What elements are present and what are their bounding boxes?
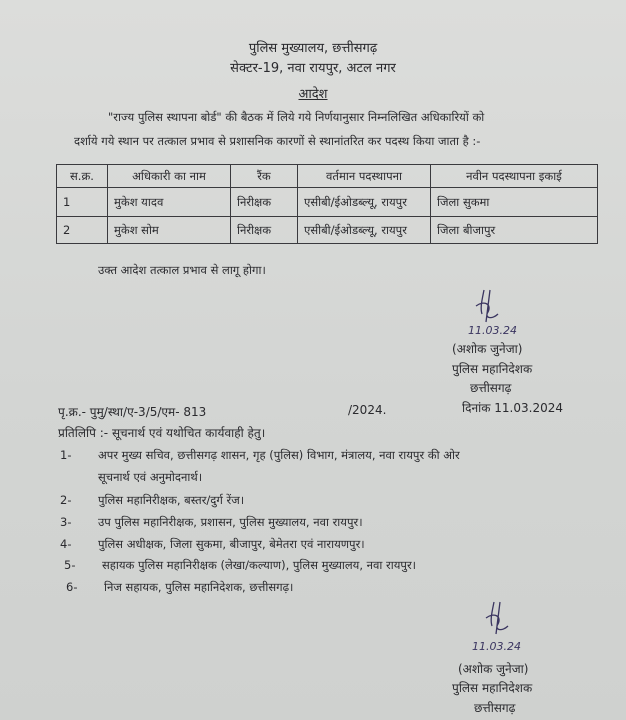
recipient-line: पुलिस महानिरीक्षक, बस्तर/दुर्ग रेंज। xyxy=(98,493,245,507)
cell-serial: 1 xyxy=(57,188,108,217)
endorsement-date: दिनांक 11.03.2024 xyxy=(462,401,563,415)
cell-new-posting: जिला बीजापुर xyxy=(431,217,598,244)
office-address: सेक्टर-19, नवा रायपुर, अटल नगर xyxy=(230,61,396,76)
signature-1-date: 11.03.24 xyxy=(468,324,517,337)
recipient-line-continued: सूचनार्थ एवं अनुमोदनार्थ। xyxy=(98,470,203,484)
signatory-name-2: (अशोक जुनेजा) xyxy=(458,662,529,676)
recipient-line: उप पुलिस महानिरीक्षक, प्रशासन, पुलिस मुख्यालय, नवा रायपुर। xyxy=(98,515,363,529)
recipient-number: 3- xyxy=(60,515,72,529)
col-header-current-posting: वर्तमान पदस्थापना xyxy=(298,165,431,188)
signatory-designation: पुलिस महानिदेशक xyxy=(452,362,533,376)
cell-current-posting: एसीबी/ईओडब्ल्यू, रायपुर xyxy=(298,217,431,244)
recipient-line: निज सहायक, पुलिस महानिदेशक, छत्तीसगढ़। xyxy=(104,580,294,594)
cell-serial: 2 xyxy=(57,217,108,244)
reference-year: /2024. xyxy=(348,403,387,417)
copy-to-line: प्रतिलिपि :- सूचनार्थ एवं यथोचित कार्यवाही हेतु। xyxy=(58,426,266,440)
transfer-table xyxy=(56,164,598,244)
recipient-line: अपर मुख्य सचिव, छत्तीसगढ़ शासन, गृह (पुलिस) विभाग, मंत्रालय, नवा रायपुर की ओर xyxy=(98,448,460,462)
cell-rank: निरीक्षक xyxy=(231,188,298,217)
signature-2-date: 11.03.24 xyxy=(472,640,521,653)
intro-line-1: "राज्य पुलिस स्थापना बोर्ड" की बैठक में लिये गये निर्णयानुसार निम्नलिखित अधिकारियों को xyxy=(108,110,485,124)
recipient-number: 6- xyxy=(66,580,78,594)
table-row xyxy=(57,188,598,217)
order-title: आदेश xyxy=(298,87,328,102)
effect-line: उक्त आदेश तत्काल प्रभाव से लागू होगा। xyxy=(98,263,266,277)
recipient-number: 1- xyxy=(60,448,72,462)
col-header-new-posting: नवीन पदस्थापना इकाई xyxy=(431,165,598,188)
signature-2 xyxy=(470,598,550,656)
table-row xyxy=(57,217,598,244)
signature-1 xyxy=(462,282,542,340)
col-header-rank: रैंक xyxy=(231,165,298,188)
recipient-line: सहायक पुलिस महानिरीक्षक (लेखा/कल्याण), पुलिस मुख्यालय, नवा रायपुर। xyxy=(102,558,417,572)
recipient-line: पुलिस अधीक्षक, जिला सुकमा, बीजापुर, बेमेतरा एवं नारायणपुर। xyxy=(98,537,365,551)
cell-new-posting: जिला सुकमा xyxy=(431,188,598,217)
signatory-name: (अशोक जुनेजा) xyxy=(452,342,523,356)
reference-number: पृ.क्र.- पुमु/स्था/ए-3/5/एम- 813 xyxy=(58,405,207,419)
signatory-designation-2: पुलिस महानिदेशक xyxy=(452,681,533,695)
col-header-serial: स.क्र. xyxy=(57,165,108,188)
recipient-number: 2- xyxy=(60,493,72,507)
signatory-state: छत्तीसगढ़ xyxy=(470,381,512,395)
table-header-row xyxy=(57,165,598,188)
recipient-number: 4- xyxy=(60,537,72,551)
cell-current-posting: एसीबी/ईओडब्ल्यू, रायपुर xyxy=(298,188,431,217)
office-name: पुलिस मुख्यालय, छत्तीसगढ़ xyxy=(248,41,378,56)
cell-name: मुकेश यादव xyxy=(108,188,231,217)
col-header-name: अधिकारी का नाम xyxy=(108,165,231,188)
signatory-state-2: छत्तीसगढ़ xyxy=(474,701,516,715)
intro-line-2: दर्शाये गये स्थान पर तत्काल प्रभाव से प्रशासनिक कारणों से स्थानांतरित कर पदस्थ किया जाता है :- xyxy=(74,134,481,148)
cell-name: मुकेश सोम xyxy=(108,217,231,244)
cell-rank: निरीक्षक xyxy=(231,217,298,244)
recipient-number: 5- xyxy=(64,558,76,572)
